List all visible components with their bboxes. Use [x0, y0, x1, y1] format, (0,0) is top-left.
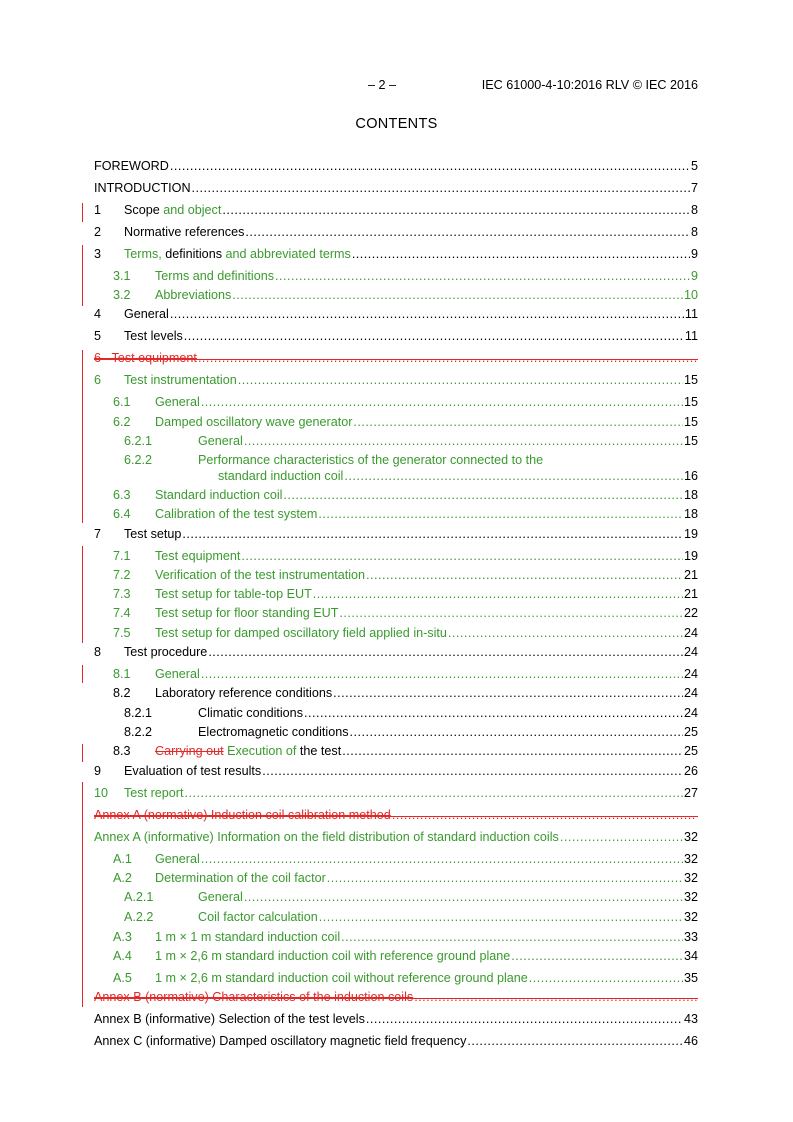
toc-entry-page: 9 [690, 269, 698, 283]
inserted-text: and abbreviated terms [222, 247, 351, 261]
toc-entry-number: 10 [94, 786, 109, 800]
toc-entry-number: 3 [94, 247, 102, 261]
toc-entry-number: 8.3 [113, 744, 131, 758]
toc-entry-3-1[interactable] [94, 268, 698, 284]
toc-entry-6-1[interactable] [94, 394, 698, 410]
toc-entry-title: 1 m × 2,6 m standard induction coil without reference ground plane [155, 971, 528, 985]
toc-entry-page: 21 [683, 587, 698, 601]
toc-entry-7[interactable] [94, 526, 698, 542]
toc-entry-number: 5 [94, 329, 102, 343]
toc-entry-7-5[interactable] [94, 625, 698, 641]
toc-entry-number: 3.2 [113, 288, 131, 302]
toc-entry-8-2-2[interactable] [94, 724, 698, 740]
toc-entry-number: A.4 [113, 949, 132, 963]
toc-entry-number: 6.2.1 [124, 434, 153, 448]
toc-entry-page: 24 [683, 645, 698, 659]
toc-entry-page: 19 [683, 527, 698, 541]
toc-entry-page: 32 [683, 830, 698, 844]
toc-entry-title: Test equipment [155, 549, 241, 563]
toc-entry-6-4[interactable] [94, 506, 698, 522]
toc-entry-page: 8 [690, 203, 698, 217]
deleted-text: Carrying out [155, 744, 224, 758]
toc-entry-number: 7.1 [113, 549, 131, 563]
toc-entry-title: Verification of the test instrumentation [155, 568, 366, 582]
toc-entry-title: Annex B (informative) Selection of the test levels [94, 1012, 365, 1026]
toc-entry-annex-b[interactable] [94, 1011, 698, 1027]
toc-entry-a-2-2[interactable] [94, 909, 698, 925]
toc-entry-number: 6.2.2 [124, 453, 153, 467]
toc-entry-number: 9 [94, 764, 102, 778]
toc-entry-page: 32 [683, 910, 698, 924]
toc-entry-number: A.2 [113, 871, 132, 885]
toc-entry-title: Terms and definitions [155, 269, 275, 283]
toc-entry-page: 24 [683, 686, 698, 700]
toc-entry-8-2[interactable] [94, 685, 698, 701]
toc-entry-6[interactable] [94, 372, 698, 388]
toc-entry-title: Climatic conditions [198, 706, 303, 720]
toc-entry-number: 8.2.2 [124, 725, 153, 739]
toc-entry-title: FOREWORD [94, 159, 169, 173]
toc-entry-number: 6 [94, 373, 102, 387]
toc-entry-title: Electromagnetic conditions [198, 725, 349, 739]
toc-entry-title: General [155, 395, 200, 409]
toc-entry-number: 6.2 [113, 415, 131, 429]
toc-entry-number: 8.2 [113, 686, 131, 700]
toc-entry-page: 10 [683, 288, 698, 302]
toc-entry-page: 9 [690, 247, 698, 261]
toc-entry-page: 33 [683, 930, 698, 944]
toc-entry-number: 8 [94, 645, 102, 659]
toc-entry-page: 32 [683, 852, 698, 866]
toc-entry-introduction[interactable] [94, 180, 698, 196]
toc-entry-title: Evaluation of test results [124, 764, 262, 778]
toc-entry-number: 7.3 [113, 587, 131, 601]
toc-entry-page: 35 [683, 971, 698, 985]
toc-entry-6-2-1[interactable] [94, 433, 698, 449]
inserted-text: Execution of [223, 744, 297, 758]
toc-entry-number: 7.5 [113, 626, 131, 640]
toc-entry-page: 16 [683, 469, 698, 483]
toc-entry-a-2[interactable] [94, 870, 698, 886]
toc-entry-a-1[interactable] [94, 851, 698, 867]
toc-entry-number: A.2.2 [124, 910, 154, 924]
toc-entry-title: the test [296, 744, 342, 758]
toc-entry-title: 1 m × 1 m standard induction coil [155, 930, 341, 944]
inserted-text: Terms, [124, 247, 162, 261]
toc-entry-page: 32 [683, 871, 698, 885]
change-bar [82, 782, 83, 1007]
toc-entry-8-2-1[interactable] [94, 705, 698, 721]
toc-entry-10[interactable] [94, 785, 698, 801]
toc-entry-a-2-1[interactable] [94, 889, 698, 905]
toc-entry-7-2[interactable] [94, 567, 698, 583]
toc-entry-7-4[interactable] [94, 605, 698, 621]
toc-entry-title: Annex A (normative) Induction coil calibration method [94, 808, 391, 822]
toc-entry-title: General [198, 434, 243, 448]
toc-entry-title: Annex C (informative) Damped oscillatory magnetic field frequency [94, 1034, 467, 1048]
toc-entry-number: A.3 [113, 930, 132, 944]
toc-entry-number: 7.2 [113, 568, 131, 582]
toc-entry-1[interactable] [94, 202, 698, 218]
toc-entry-title: Test report [124, 786, 184, 800]
toc-entry-6-2-2[interactable] [94, 452, 698, 484]
toc-entry-page: 26 [683, 764, 698, 778]
toc-entry-page: 25 [683, 744, 698, 758]
toc-entry-title: General [198, 890, 243, 904]
toc-entry-title: Coil factor calculation [198, 910, 318, 924]
toc-entry-page: 24 [683, 626, 698, 640]
toc-entry-foreword[interactable] [94, 158, 698, 174]
toc-entry-number: 4 [94, 307, 102, 321]
change-bar [82, 203, 83, 222]
toc-entry-page: 15 [683, 373, 698, 387]
toc-entry-number: A.5 [113, 971, 132, 985]
toc-entry-page: 25 [683, 725, 698, 739]
toc-entry-number: 6.4 [113, 507, 131, 521]
page-title: CONTENTS [355, 116, 438, 132]
toc-entry-title: Annex A (informative) Information on the field distribution of standard induction coils [94, 830, 559, 844]
standard-reference: IEC 61000-4-10:2016 RLV © IEC 2016 [481, 78, 698, 92]
toc-entry-page: 7 [690, 181, 698, 195]
toc-entry-number: 2 [94, 225, 102, 239]
toc-entry-title: General [124, 307, 169, 321]
toc-entry-6-2[interactable] [94, 414, 698, 430]
toc-entry-page: 46 [683, 1034, 698, 1048]
toc-entry-page: 18 [683, 488, 698, 502]
change-bar [82, 744, 83, 762]
toc-entry-6-deleted[interactable] [94, 350, 698, 366]
toc-entry-number: A.1 [113, 852, 132, 866]
toc-entry-number: 1 [94, 203, 102, 217]
toc-entry-title: Test setup for damped oscillatory field applied in-situ [155, 626, 447, 640]
toc-entry-title: 1 m × 2,6 m standard induction coil with reference ground plane [155, 949, 511, 963]
toc-entry-title: Test instrumentation [124, 373, 237, 387]
toc-entry-page: 27 [683, 786, 698, 800]
toc-entry-page: 32 [683, 890, 698, 904]
toc-entry-title: Performance characteristics of the generator connected to the [198, 453, 544, 467]
toc-entry-8-3[interactable] [94, 743, 698, 759]
toc-entry-number: 7 [94, 527, 102, 541]
toc-entry-number: 8.1 [113, 667, 131, 681]
toc-entry-number: 6 [94, 351, 102, 365]
toc-entry-number: 6.1 [113, 395, 131, 409]
toc-entry-6-3[interactable] [94, 487, 698, 503]
change-bar [82, 546, 83, 643]
toc-entry-title: Test setup for floor standing EUT [155, 606, 339, 620]
toc-entry-page: 11 [684, 329, 698, 343]
change-bar [82, 665, 83, 683]
toc-entry-title-cont: standard induction coil [218, 469, 344, 483]
toc-entry-title: Test equipment [111, 351, 197, 365]
toc-entry-7-1[interactable] [94, 548, 698, 564]
toc-entry-annex-a[interactable] [94, 829, 698, 845]
toc-entry-page: 15 [683, 415, 698, 429]
toc-entry-title: Test setup [124, 527, 182, 541]
toc-entry-page: 43 [683, 1012, 698, 1026]
page-header [0, 78, 793, 94]
toc-entry-page: 24 [683, 667, 698, 681]
toc-entry-page: 11 [684, 307, 698, 321]
toc-entry-3[interactable] [94, 246, 698, 262]
toc-entry-title: Calibration of the test system [155, 507, 318, 521]
toc-entry-title: definitions [161, 247, 222, 261]
toc-entry-title: Test levels [124, 329, 183, 343]
toc-entry-title: Normative references [124, 225, 245, 239]
toc-entry-title: Abbreviations [155, 288, 232, 302]
toc-entry-a-4[interactable] [94, 948, 698, 964]
toc-entry-5[interactable] [94, 328, 698, 344]
toc-entry-7-3[interactable] [94, 586, 698, 602]
toc-entry-page: 15 [683, 395, 698, 409]
toc-entry-page: 8 [690, 225, 698, 239]
toc-entry-title: Test procedure [124, 645, 208, 659]
toc-entry-page: 19 [683, 549, 698, 563]
toc-entry-number: A.2.1 [124, 890, 154, 904]
toc-entry-number: 8.2.1 [124, 706, 153, 720]
toc-entry-title: Determination of the coil factor [155, 871, 326, 885]
toc-entry-title: General [155, 667, 200, 681]
toc-entry-number: 3.1 [113, 269, 131, 283]
toc-entry-annex-a-deleted[interactable] [94, 807, 698, 823]
toc-entry-title: Test setup for table-top EUT [155, 587, 312, 601]
toc-entry-3-2[interactable] [94, 287, 698, 303]
toc-entry-title: Scope [124, 203, 160, 217]
toc-entry-8[interactable] [94, 644, 698, 660]
toc-entry-annex-c[interactable] [94, 1033, 698, 1049]
change-bar [82, 245, 83, 306]
toc-entry-title: Laboratory reference conditions [155, 686, 333, 700]
toc-entry-number: 7.4 [113, 606, 131, 620]
toc-entry-page: 21 [683, 568, 698, 582]
toc-entry-page: 24 [683, 706, 698, 720]
toc-entry-title: INTRODUCTION [94, 181, 191, 195]
toc-entry-title: Annex B (normative) Characteristics of the induction coils [94, 990, 414, 1004]
toc-entry-4[interactable] [94, 306, 698, 322]
toc-entry-title: General [155, 852, 200, 866]
toc-entry-page: 15 [683, 434, 698, 448]
toc-entry-page: 5 [690, 159, 698, 173]
toc-entry-title: Standard induction coil [155, 488, 283, 502]
toc-entry-8-1[interactable] [94, 666, 698, 682]
page-number: – 2 – [368, 78, 397, 92]
toc-entry-page: 22 [683, 606, 698, 620]
change-bar [82, 350, 83, 523]
toc-entry-2[interactable] [94, 224, 698, 240]
toc-entry-page: 18 [683, 507, 698, 521]
toc-entry-page: 34 [683, 949, 698, 963]
toc-entry-annex-b-deleted[interactable] [94, 989, 698, 1005]
inserted-text: and object [159, 203, 222, 217]
toc-entry-number: 6.3 [113, 488, 131, 502]
toc-entry-9[interactable] [94, 763, 698, 779]
toc-entry-a-5[interactable] [94, 970, 698, 986]
toc-entry-title: Damped oscillatory wave generator [155, 415, 353, 429]
toc-entry-a-3[interactable] [94, 929, 698, 945]
